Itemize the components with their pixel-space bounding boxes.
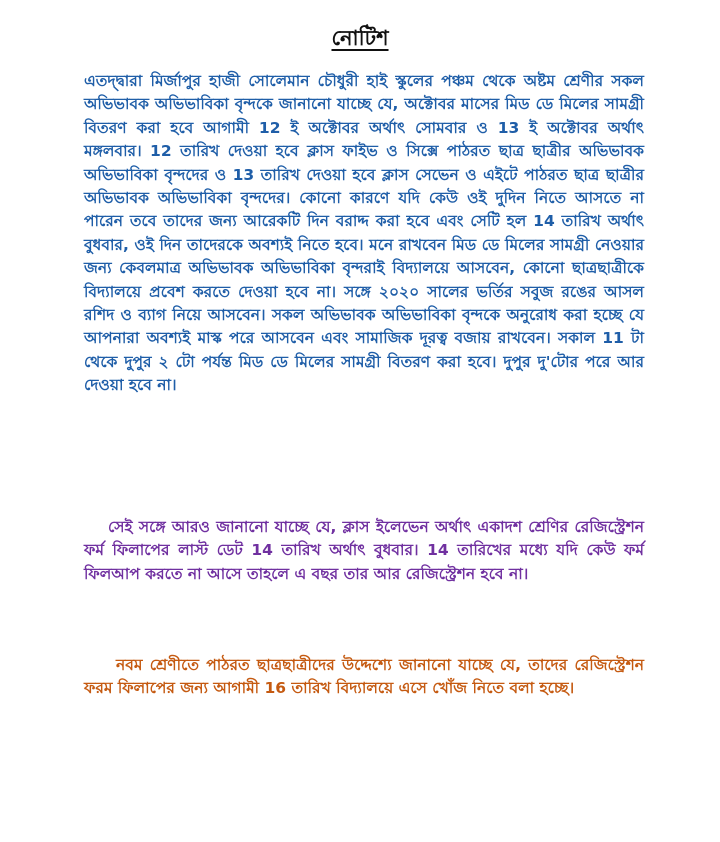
notice-title: নোটিশ xyxy=(331,26,389,50)
notice-paragraph-class-nine-registration: নবম শ্রেণীতে পাঠরত ছাত্রছাত্রীদের উদ্দেশ্যে জানানো যাচ্ছে যে, তাদের রেজিস্ট্রেশন ফরম ফিলাপের জন্য আগামী 16 তারিখ বিদ্যালয়ে এসে খোঁজ নিতে বলা হচ্ছে। xyxy=(84,656,644,698)
title-container xyxy=(0,22,720,57)
notice-paragraph-class-eleven-registration: সেই সঙ্গে আরও জানানো যাচ্ছে যে, ক্লাস ইলেভেন অর্থাৎ একাদশ শ্রেণির রেজিস্ট্রেশন ফর্ম ফিলাপের লাস্ট ডেট 14 তারিখ অর্থাৎ বুধবার। 14 তারিখের মধ্যে যদি কেউ ফর্ম ফিলআপ করতে না আসে তাহলে এ বছর তার আর রেজিস্ট্রেশন হবে না। xyxy=(84,518,644,583)
notice-paragraph-mid-day-meal: এতদ্দ্বারা মির্জাপুর হাজী সোলেমান চৌধুরী হাই স্কুলের পঞ্চম থেকে অষ্টম শ্রেণীর সকল অভিভাবক অভিভাবিকা বৃন্দকে জানানো যাচ্ছে যে, অক্টোবর মাসের মিড ডে মিলের সামগ্রী বিতরণ করা হবে আগামী 12 ই অক্টোবর অর্থাৎ সোমবার ও 13 ই অক্টোবর অর্থাৎ মঙ্গলবার। 12 তারিখ দেওয়া হবে ক্লাস ফাইভ ও সিক্সে পাঠরত ছাত্র ছাত্রীর অভিভাবক অভিভাবিকা বৃন্দদের ও 13 তারিখ দেওয়া হবে ক্লাস সেভেন ও এইটে পাঠরত ছাত্র ছাত্রীর অভিভাবক অভিভাবিকা বৃন্দদের। কোনো কারণে যদি কেউ ওই দুদিন নিতে আসতে না পারেন তবে তাদের জন্য আরেকটি দিন বরাদ্দ করা হবে এবং সেটি হল 14 তারিখ অর্থাৎ বুধবার, ওই দিন তাদেরকে অবশ্যই নিতে হবে। মনে রাখবেন মিড ডে মিলের সামগ্রী নেওয়ার জন্য কেবলমাত্র অভিভাবক অভিভাবিকা বৃন্দরাই বিদ্যালয়ে আসবেন, কোনো ছাত্রছাত্রীকে বিদ্যালয়ে প্রবেশ করতে দেওয়া হবে না। সঙ্গে ২০২০ সালের ভর্তির সবুজ রঙের আসল রশিদ ও ব্যাগ নিয়ে আসবেন। সকল অভিভাবক অভিভাবিকা বৃন্দকে অনুরোধ করা হচ্ছে যে আপনারা অবশ্যই মাস্ক পরে আসবেন এবং সামাজিক দূরত্ব বজায় রাখবেন। সকাল 11 টা থেকে দুপুর ২ টো পর্যন্ত মিড ডে মিলের সামগ্রী বিতরণ করা হবে। দুপুর দু'টোর পরে আর দেওয়া হবে না। xyxy=(84,72,644,395)
